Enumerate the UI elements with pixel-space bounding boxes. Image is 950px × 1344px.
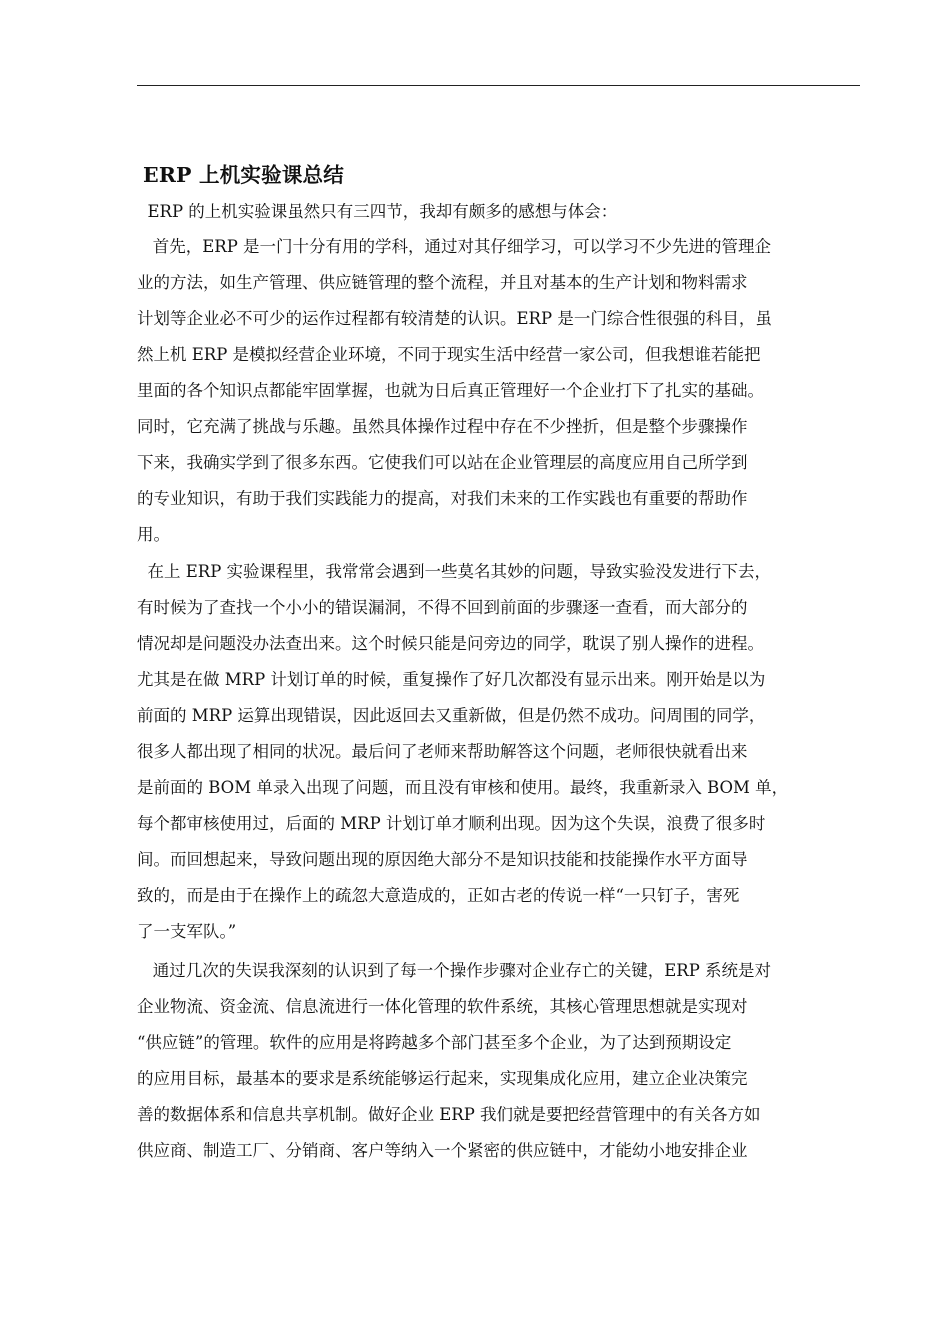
- body-line: 同时，它充满了挑战与乐趣。虽然具体操作过程中存在不少挫折，但是整个步骤操作: [137, 417, 748, 436]
- body-line: 通过几次的失误我深刻的认识到了每一个操作步骤对企业存亡的关键，ERP 系统是对: [137, 961, 772, 980]
- body-line: 尤其是在做 MRP 计划订单的时候，重复操作了好几次都没有显示出来。刚开始是以为: [137, 670, 766, 689]
- body-line: “供应链”的管理。软件的应用是将跨越多个部门甚至多个企业，为了达到预期设定: [137, 1033, 732, 1052]
- body-line: 很多人都出现了相同的状况。最后问了老师来帮助解答这个问题，老师很快就看出来: [137, 742, 748, 761]
- body-line: 的应用目标，最基本的要求是系统能够运行起来，实现集成化应用，建立企业决策完: [137, 1069, 748, 1088]
- body-line: 致的，而是由于在操作上的疏忽大意造成的，正如古老的传说一样“一只钉子，害死: [137, 886, 740, 905]
- body-line: 里面的各个知识点都能牢固掌握，也就为日后真正管理好一个企业打下了扎实的基础。: [137, 381, 764, 400]
- body-line: ERP 的上机实验课虽然只有三四节，我却有颇多的感想与体会：: [137, 202, 618, 221]
- body-line: 用。: [137, 525, 170, 544]
- body-line: 然上机 ERP 是模拟经营企业环境，不同于现实生活中经营一家公司，但我想谁若能把: [137, 345, 761, 364]
- header-rule: [137, 85, 860, 86]
- body-line: 了一支军队。”: [137, 922, 237, 941]
- body-line: 间。而回想起来，导致问题出现的原因绝大部分不是知识技能和技能操作水平方面导: [137, 850, 748, 869]
- document-title: ERP 上机实验课总结: [143, 163, 344, 187]
- body-line: 计划等企业必不可少的运作过程都有较清楚的认识。ERP 是一门综合性很强的科目，虽: [137, 309, 772, 328]
- body-line: 有时候为了查找一个小小的错误漏洞，不得不回到前面的步骤逐一查看，而大部分的: [137, 598, 748, 617]
- body-line: 情况却是问题没办法查出来。这个时候只能是问旁边的同学，耽误了别人操作的进程。: [137, 634, 764, 653]
- body-line: 在上 ERP 实验课程里，我常常会遇到一些莫名其妙的问题，导致实验没发进行下去，: [137, 562, 772, 581]
- body-line: 善的数据体系和信息共享机制。做好企业 ERP 我们就是要把经营管理中的有关各方如: [137, 1105, 761, 1124]
- body-line: 前面的 MRP 运算出现错误，因此返回去又重新做，但是仍然不成功。问周围的同学，: [137, 706, 766, 725]
- body-line: 是前面的 BOM 单录入出现了问题，而且没有审核和使用。最终，我重新录入 BOM 单，: [137, 778, 789, 797]
- body-line: 供应商、制造工厂、分销商、客户等纳入一个紧密的供应链中，才能幼小地安排企业: [137, 1141, 748, 1160]
- body-line: 首先，ERP 是一门十分有用的学科，通过对其仔细学习，可以学习不少先进的管理企: [137, 237, 772, 256]
- body-line: 的专业知识，有助于我们实践能力的提高，对我们未来的工作实践也有重要的帮助作: [137, 489, 748, 508]
- body-line: 每个都审核使用过，后面的 MRP 计划订单才顺利出现。因为这个失误，浪费了很多时: [137, 814, 766, 833]
- body-line: 下来，我确实学到了很多东西。它使我们可以站在企业管理层的高度应用自己所学到: [137, 453, 748, 472]
- body-line: 企业物流、资金流、信息流进行一体化管理的软件系统，其核心管理思想就是实现对: [137, 997, 748, 1016]
- body-line: 业的方法，如生产管理、供应链管理的整个流程，并且对基本的生产计划和物料需求: [137, 273, 748, 292]
